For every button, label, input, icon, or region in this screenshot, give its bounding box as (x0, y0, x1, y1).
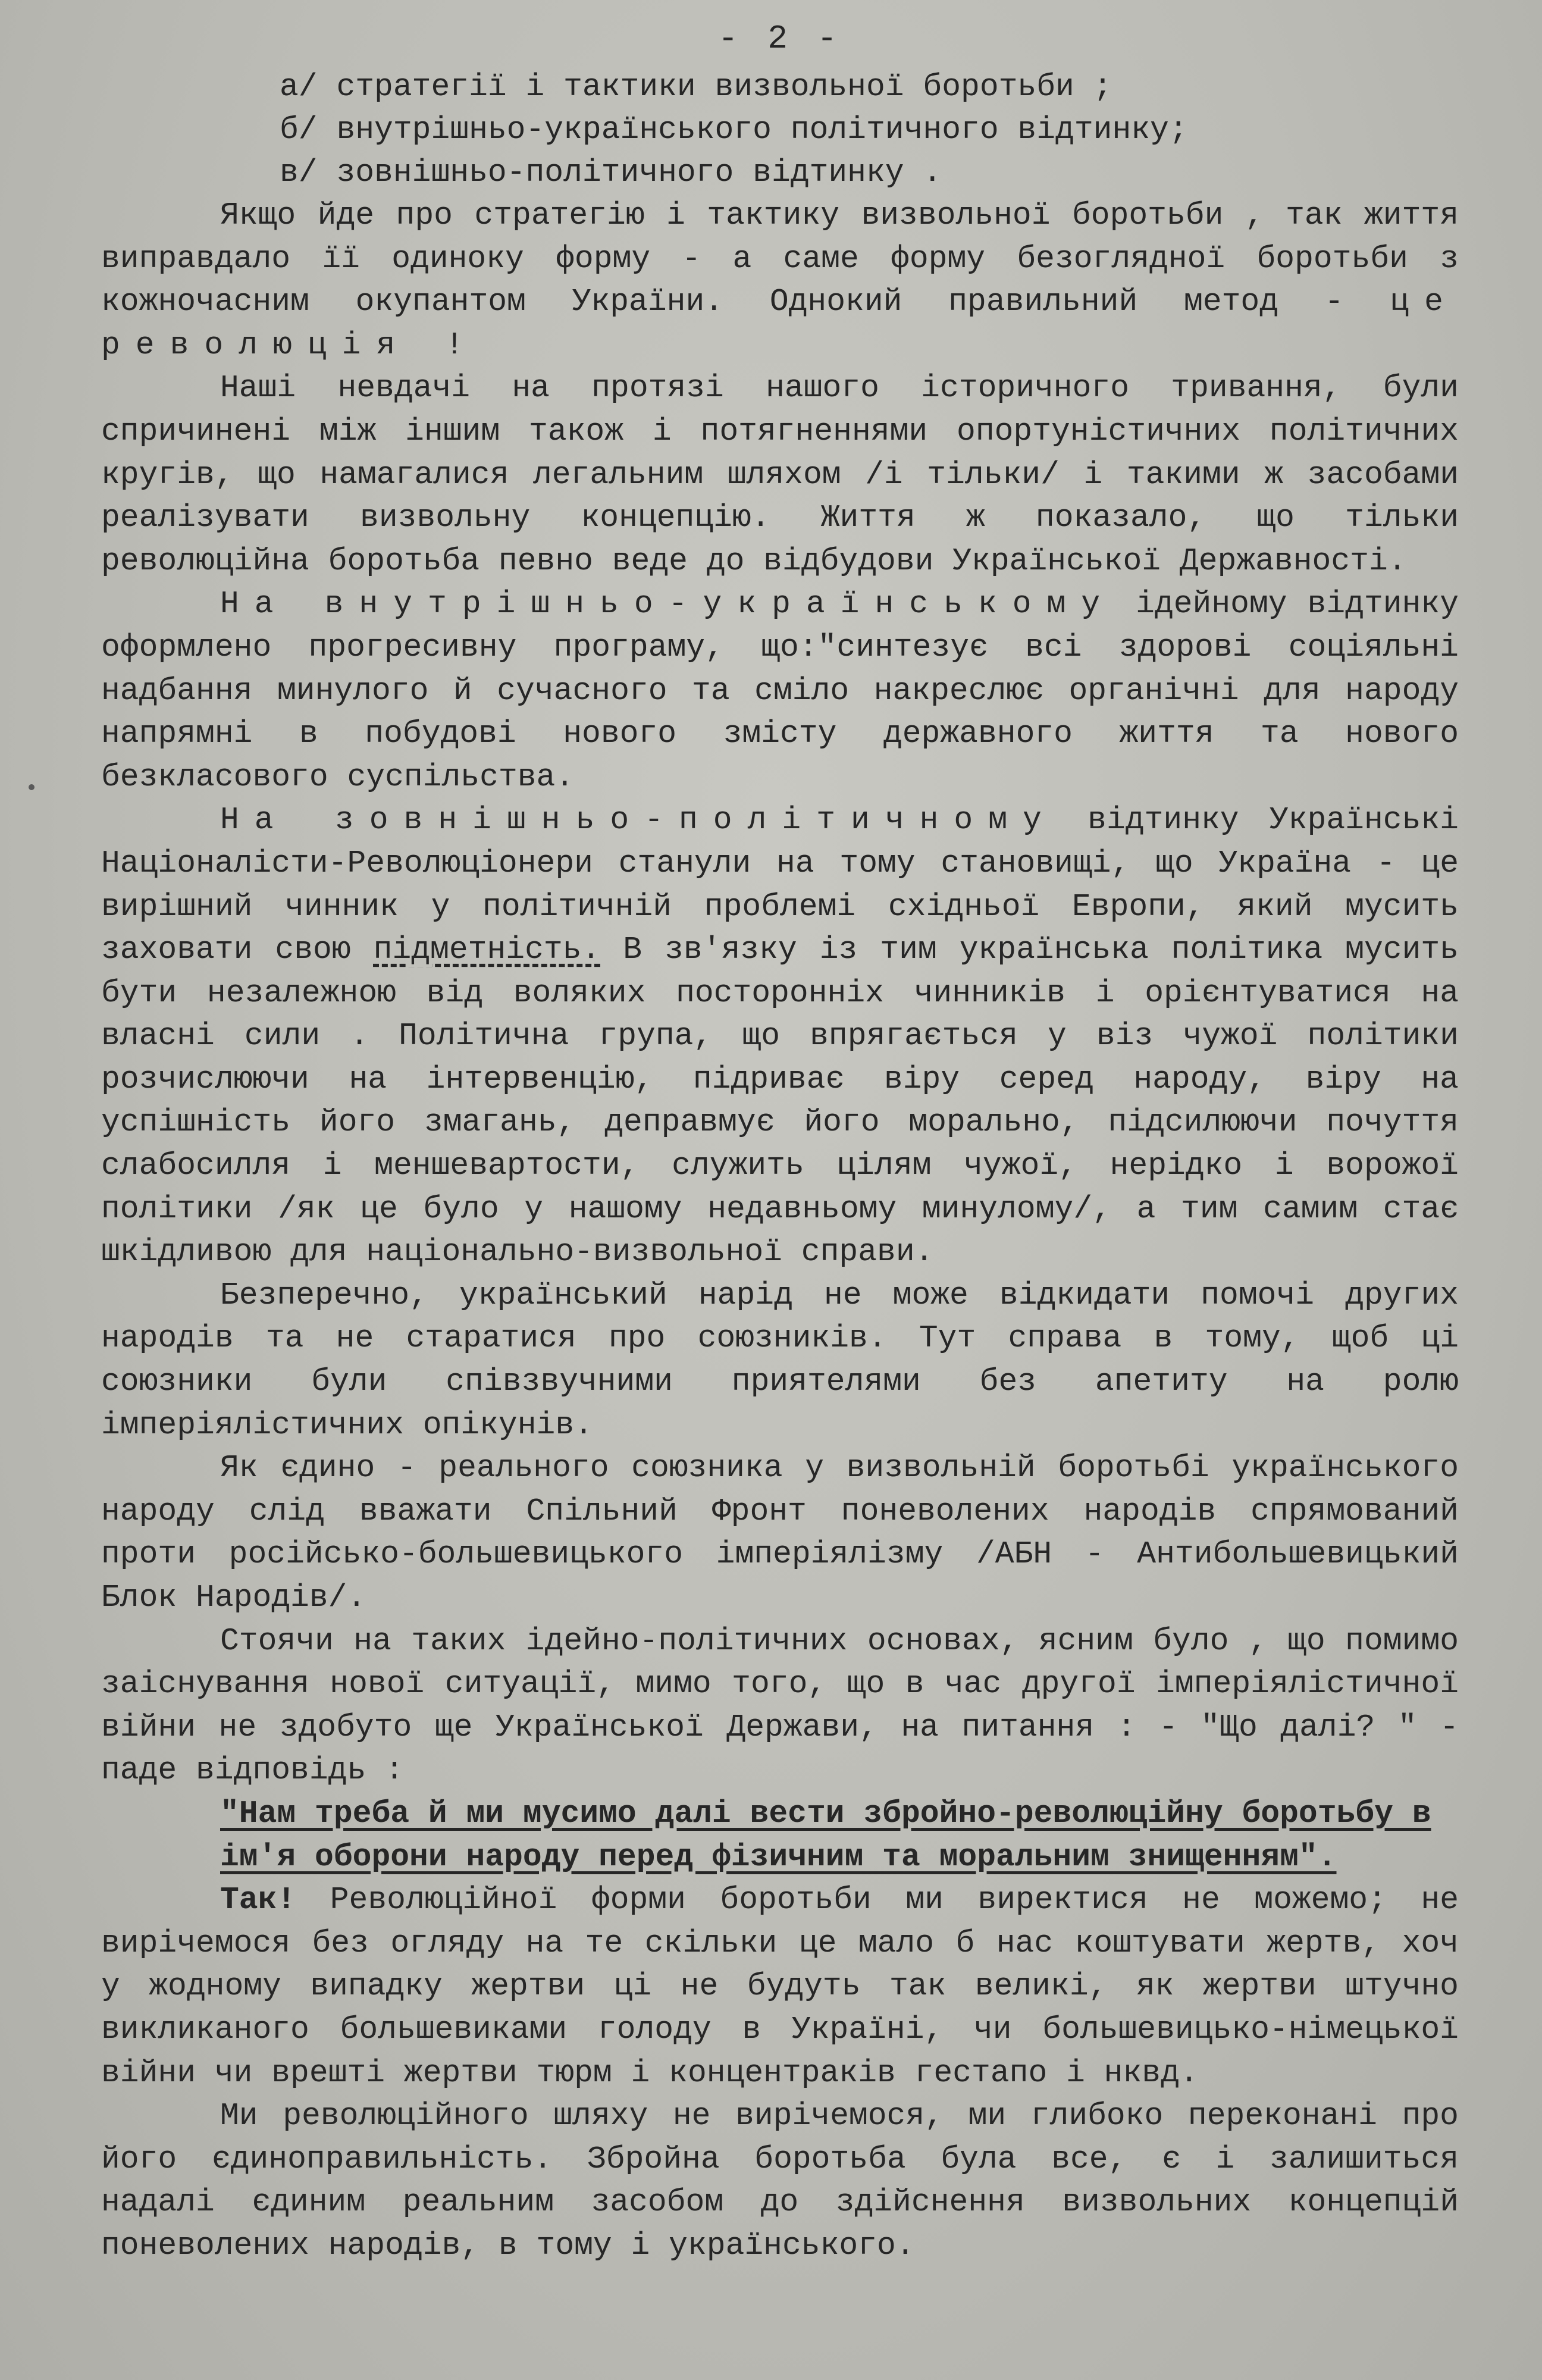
paragraph-what-next: Стоячи на таких ідейно-політичних основах, ясним було , що помимо заіснування нової ситуації, мимо того, що в час другої імперіялістичної війни не здобуто ще Української Держави, на питання : - "Що далі? " - паде відповідь : (101, 1623, 1459, 1789)
list-item-c (101, 151, 1459, 194)
list-marker: б/ (280, 112, 318, 148)
page-number: - 2 - (717, 20, 842, 58)
paragraph-text: Революційної форми боротьби ми виректися не можемо; не вирічемося без огляду на те скільки це мало б нас коштувати жертв, хоч у жодному випадку жертви ці не будуть так великі, як жертви штучно викликаного большевиками голоду в Україні, чи большевицько-німецької війни чи врешті жертви тюрм і концентраків гестапо і нквд. (101, 1882, 1459, 2091)
paragraph-text: В зв'язку із тим українська політика мусить бути незалежною від воляких посторонніх чинників і орієнтуватися на власні сили . Політична група, що впрягається у віз чужої політики розчислюючи на інтервенцію, підриває віру серед народу, віру на успішність його змагань, деправмує його морально, підсилюючи почуття слабосилля і меншевартости, служить цілям чужої, нерідко і ворожої політики /як це було у нашому недавньому минулому/, а тим самим стає шкідливою для національно-визвольної справи. (101, 932, 1459, 1270)
emphasis-spaced: На зовнішньо-політичному (220, 802, 1057, 838)
paragraph-conclusion: Ми революційного шляху не вирічемося, ми глибоко переконані про його єдиноправильність. Збройна боротьба була все, є і залишиться надалі єдиним реальним засобом до здійснення визвольних концепцій поневолених народів, в тому і українського. (101, 2098, 1459, 2263)
emphasis-bold: Так! (220, 1882, 296, 1918)
list-item-b (101, 108, 1459, 151)
paragraph-text: Якщо йде про стратегію і тактику визвольної боротьби , так життя виправдало її одиноку форму - а саме форму безоглядної боротьби з кожночасним окупантом України. Однокий правильний метод - (101, 198, 1459, 320)
paragraph-external (101, 798, 1459, 1274)
emphasis-spaced: це революція ! (101, 284, 1459, 363)
paragraph-strategy (101, 194, 1459, 367)
underlined-word: підметність. (373, 932, 601, 968)
list-marker: в/ (280, 155, 318, 190)
paragraph-text: відтинку Українські Націоналісти-Революціонери станули на тому становищі, що Україна - це вирішний чинник у політичній проблемі східньої Европи, який мусить заховати свою (101, 802, 1459, 968)
paragraph-allies: Безперечно, український нарід не може відкидати помочі других народів та не старатися про союзників. Тут справа в тому, щоб ці союзники були співзвучними приятелями без апетиту на ролю імперіялістичних опікунів. (101, 1277, 1459, 1443)
quote-answer: "Нам треба й ми мусимо далі вести збройно-революційну боротьбу в ім'я оборони народу перед фізичним та моральним знищенням". (220, 1795, 1431, 1875)
paragraph-failures: Наші невдачі на протязі нашого історичного тривання, були спричинені між іншим також і потягненнями опортуністичних політичних кругів, що намагалися легальним шляхом /і тільки/ і такими ж засобами реалізувати визвольну концепцію. Життя ж показало, що тільки революційна боротьба певно веде до відбудови Української Державності. (101, 370, 1459, 579)
emphasis-spaced: На внутрішньо-українському (220, 586, 1116, 622)
paragraph-internal (101, 583, 1459, 798)
paragraph-text: ідейному відтинку оформлено прогресивну програму, що:"синтезує всі здорові соціяльні надбання минулого й сучасного та сміло накреслює органічні для народу напрямні в побудові нового змісту державного життя та нового безкласового суспільства. (101, 586, 1459, 795)
list-text: стратегії і тактики визвольної боротьби ; (336, 69, 1112, 105)
list-text: внутрішньо-українського політичного відтинку; (336, 112, 1188, 148)
paragraph-abn: Як єдино - реального союзника у визвольній боротьбі українського народу слід вважати Спільний Фронт поневолених народів спрямований проти російсько-большевицького імперіялізму /АБН - Антибольшевицький Блок Народів/. (101, 1450, 1459, 1615)
punch-hole-mark (29, 784, 35, 790)
list-item-a (101, 65, 1459, 108)
paragraph-revolution (101, 1878, 1459, 2094)
list-marker: а/ (280, 69, 318, 105)
list-text: зовнішньо-політичного відтинку . (336, 155, 942, 190)
